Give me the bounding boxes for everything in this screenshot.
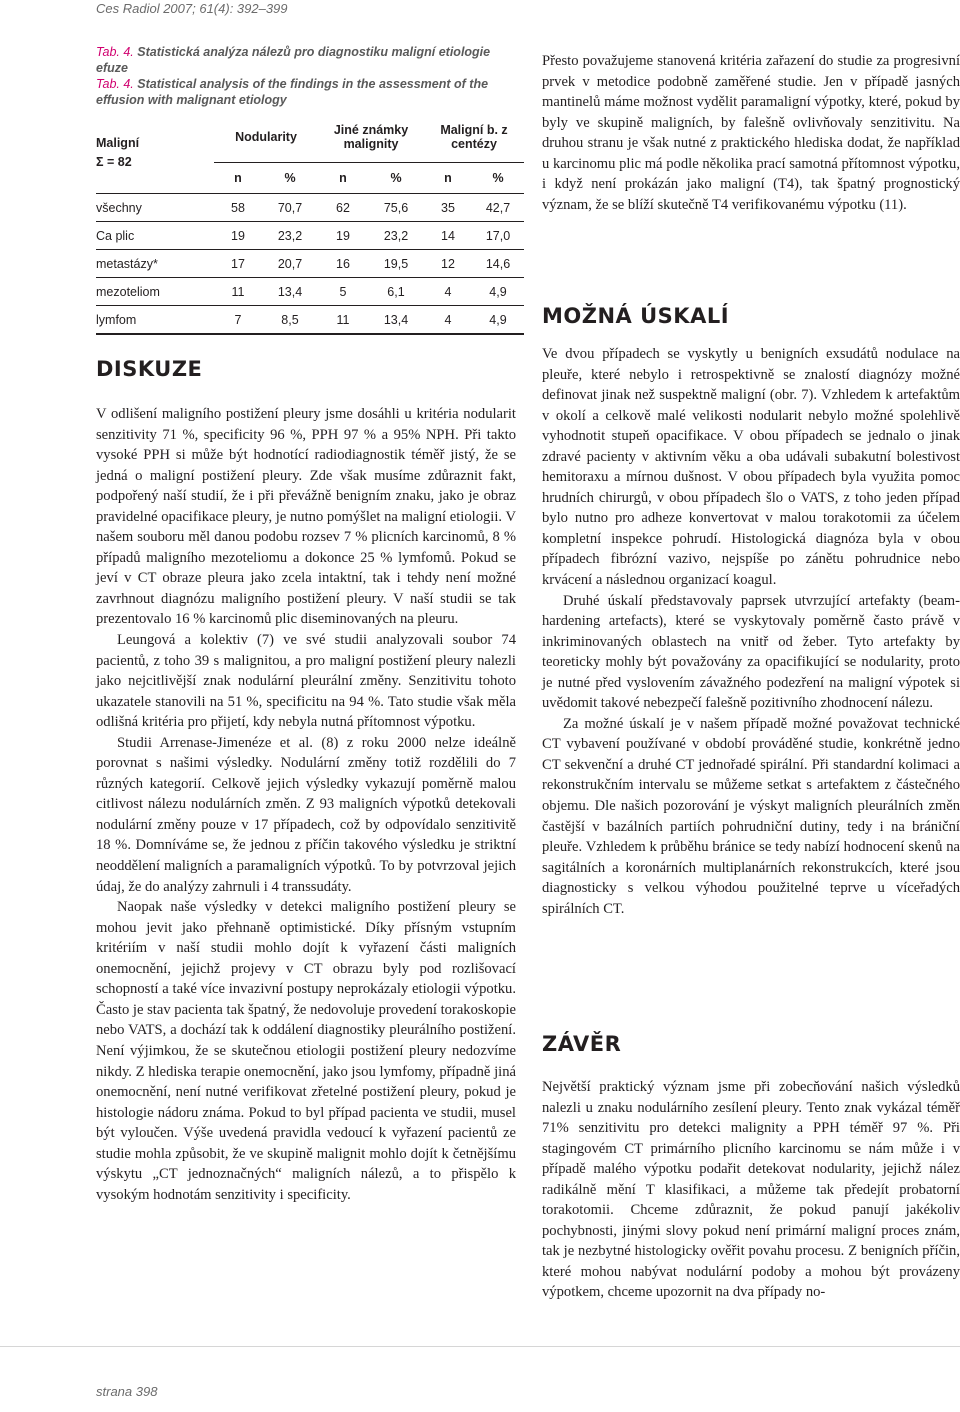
group-header: Maligní b. z centézy: [440, 123, 508, 151]
results-table: [96, 112, 524, 335]
group-header: Nodularity: [235, 130, 297, 144]
cell: 70,7: [262, 194, 318, 222]
row-label: mezoteliom: [96, 278, 214, 306]
cell: 5: [318, 278, 368, 306]
journal-header: Ces Radiol 2007; 61(4): 392–399: [96, 1, 288, 16]
corner-label-1: Maligní: [96, 135, 140, 150]
caption-cz-prefix: Tab. 4.: [96, 45, 134, 59]
paragraph: Přesto považujeme stanovená kritéria zařazení do studie za progresivní prvek v metodice podobně zaměřené studie. Jen v případě jasných mantinelů máme možnost vydělit paramaligní výpotky, které, pokud by byly ve skupině maligních, by falešně ovlivňovaly senzitivitu. Na druhou stranu je však nutné z praktického hlediska dodat, že například u karcinomu plic má podle několika prací samotná přítomnost výpotku, i když není prokázán jako maligní (T4), tak špatný prognostický význam, že se blíží skutečně T4 verifikovanému výpotku (11).: [542, 53, 960, 213]
cell: 62: [318, 194, 368, 222]
cell: 19: [318, 222, 368, 250]
paragraph: Za možné úskalí je v našem případě možné považovat technické CT vybavení používané v období prováděné studie, konkrétně jedno CT sekvenční a druhé CT jednořadé spirální. Při standardní kolimaci a rekonstrukčním intervalu se můžeme setkat s artefaktem z částečného objemu. Dle našich pozorování je výskyt maligních pleurálních změn častější v bazálních partiích pohrudniční dutiny, tedy i na brániční pleuře. Vzhledem k průběhu bránice se tedy nabízí hodnocení skenů na sagitálních a koronárních multiplanárních rekonstrukcích, které jsou diagnosticky s velkou výhodou použitelné teprve u víceřadých spirálních CT.: [542, 715, 960, 917]
row-label: všechny: [96, 194, 214, 222]
cell: 17: [214, 250, 262, 278]
cell: 4,9: [472, 278, 524, 306]
subheader: n: [424, 163, 472, 194]
cell: 75,6: [368, 194, 424, 222]
table-caption: [96, 44, 516, 108]
cell: 12: [424, 250, 472, 278]
cell: 4: [424, 278, 472, 306]
cell: 4: [424, 306, 472, 335]
page-number: strana 398: [96, 1384, 158, 1399]
section-heading-diskuze: DISKUZE: [96, 357, 203, 381]
section-heading-zaver: ZÁVĚR: [542, 1032, 622, 1056]
caption-en-text: Statistical analysis of the findings in the assessment of the effusion with malignant etiology: [96, 77, 489, 107]
cell: 20,7: [262, 250, 318, 278]
cell: 14,6: [472, 250, 524, 278]
paragraph: Leungová a kolektiv (7) ve své studii analyzovali soubor 74 pacientů, z toho 39 s malignitou, a pro maligní postižení pleury nalezli jako nejcitlivější znak nodulární pleurální změny. Senzitivitu tohoto ukazatele stanovili na 51 %, specificitu na 94 %. Tato studie však měla odlišná kritéria pro přijetí, kdy nebyla nutná přítomnost výpotku.: [96, 632, 516, 731]
cell: 35: [424, 194, 472, 222]
paragraph: V odlišení maligního postižení pleury jsme dosáhli u kritéria nodularit senzitivity 71 %, specificity 96 %, PPH 97 % a 95% NPH. Při takto vysoké PPH si může být hodnotící radiodiagnostik téměř jistý, že se jedná o maligní postižení pleury. Zde však musíme zdůraznit fakt, podpořený naší studií, že i při převážně benigním znaku, jako je obraz pravidelné opacifikace pleury, je nutno pomýšlet na maligní etiologii. V našem souboru měl danou podobu rozsev 7 % plicních karcinomů, 8 % případů maligního mezoteliomu a dokonce 25 % lymfomů. Pokud se jeví v CT obraze pleura jako zcela intaktní, tak i tehdy není možné zavrhnout diagnózu maligního postižení pleury. V naší studii se tak prezentovalo 16 % karcinomů plic diseminovaných na pleuru.: [96, 406, 516, 628]
table-row: [96, 222, 524, 250]
subheader: %: [472, 163, 524, 194]
group-header: Jiné známky malignity: [333, 123, 409, 151]
footer-divider: [0, 1346, 960, 1347]
subheader: n: [214, 163, 262, 194]
paragraph: Ve dvou případech se vyskytly u benigních exsudátů nodulace na pleuře, které nebylo i retrospektivně se znalostí diagnózy možné definovat jinak než suspektně maligní (obr. 7). Vzhledem k artefaktům v okolí a celkově malé velikosti nodularit nebylo možné spolehlivě vyhodnotit stupeň opacifikace. V obou případech se jednalo o jinak zdravé pacienty v aktivním věku a oba udávali subakutní bolestivost hemitoraxu a mírnou dušnost. V obou případech byla využita pomoc hrudních chirurgů, v obou případech šlo o VATS, z toho jeden případ bylo nutno pro adheze konvertovat v malou torakotomii za účelem kompletní inspekce pohrudí. Histologická diagnóza byla v obou případech fibrózní vazivo, nejspíše po zánětu pohrudnice nebo krvácení a následnou organizací koagul.: [542, 346, 960, 589]
paragraph: Studii Arrenase-Jimenéze et al. (8) z roku 2000 nelze ideálně porovnat s našimi výsledky. Nodulární změny totiž rozdělili do 7 různých kategorií. Celkově jejich výsledky vykazují poměrně malou citlivost nálezu nodulárních změn. Z 93 maligních výpotků detekovali nodulární změny pouze v 17 případech, což by odpovídalo senzitivitě 18 %. Domníváme se, že jednou z příčin takového výsledku je striktní neoddělení maligních a paramaligních výpotků. To by potvrzoval jejich údaj, že do analýzy zahrnuli i 4 transsudáty.: [96, 734, 516, 895]
cell: 6,1: [368, 278, 424, 306]
cell: 8,5: [262, 306, 318, 335]
row-label: lymfom: [96, 306, 214, 335]
corner-label-2: Σ = 82: [96, 154, 132, 169]
subheader: %: [368, 163, 424, 194]
cell: 13,4: [262, 278, 318, 306]
cell: 14: [424, 222, 472, 250]
right-column-middle-text: [542, 344, 960, 919]
subheader: %: [262, 163, 318, 194]
cell: 7: [214, 306, 262, 335]
paragraph: Naopak naše výsledky v detekci maligního postižení pleury se mohou jevit jako přehnaně optimistické. Díky přísným vstupním kritériím v naší studii mohlo dojít k vyřazení části maligních onemocnění, jejichž projevy v CT obrazu byly pod rozlišovací schopností a také více invazivní postupy neprokázaly etiologii výpotku. Často je stav pacienta tak špatný, že nedovoluje provedení torakoskopie nebo VATS, a dochází tak k oddálení diagnostiky pleurálního postižení. Není výjimkou, že se skutečnou etiologii postižení pleury nedozvíme nikdy. Z hlediska terapie onemocnění, jako jsou lymfomy, případně jiná onemocnění, není nutné verifikovat zřetelné postižení pleury, pokud je histologie nádoru známa. Pokud to byl případ pacienta ve studii, musel být vyloučen. Výše uvedená pravidla vedoucí k vyřazení pacientů ze studie mohla způsobit, že ve skupině malignit mohlo dojít k četnějšímu výskytu „CT jednoznačných“ maligních nálezů, a to přispělo k vysokým hodnotám senzitivity i specificity.: [96, 899, 516, 1203]
row-label: metastázy*: [96, 250, 214, 278]
table-row: [96, 250, 524, 278]
table-row: [96, 194, 524, 222]
row-label: Ca plic: [96, 222, 214, 250]
caption-en-prefix: Tab. 4.: [96, 77, 134, 91]
cell: 19: [214, 222, 262, 250]
right-column-top-text: [542, 51, 960, 215]
cell: 42,7: [472, 194, 524, 222]
cell: 16: [318, 250, 368, 278]
left-column-text: [96, 404, 516, 1205]
right-column-bottom-text: [542, 1077, 960, 1303]
corner-label: [96, 112, 214, 194]
cell: 17,0: [472, 222, 524, 250]
cell: 58: [214, 194, 262, 222]
subheader: n: [318, 163, 368, 194]
paragraph: Druhé úskalí představovaly paprsek utvrzující artefakty (beam-hardening artefacts), které se vyskytovaly poměrně často právě v inkriminovaných oblastech na vnitř od žeber. Tyto artefakty by teoreticky mohly být považovány za opacifikující se nodularity, proto je nutné před vyslovením závažného podezření na maligní výpotek si uvědomit takové nebezpečí falešně pozitivního zhodnocení nálezu.: [542, 592, 960, 712]
section-heading-mozna-uskali: MOŽNÁ ÚSKALÍ: [542, 304, 730, 328]
cell: 4,9: [472, 306, 524, 335]
table-row: [96, 306, 524, 335]
cell: 23,2: [262, 222, 318, 250]
table-row: [96, 278, 524, 306]
caption-english: [96, 76, 516, 108]
caption-czech: [96, 44, 516, 76]
paragraph: Největší praktický význam jsme při zobecňování našich výsledků nalezli u znaku nodulárního zesílení pleury. Tento znak vykázal téměř 71% senzitivitu pro detekci malignity a PPH téměř 97 %. Při stagingovém CT primárního plicního karcinomu se nám může i v případě malého výpotku podařit detekovat nodularity, jejichž nález radikálně mění T klasifikaci, a můžeme tak předejít probatorní torakotomii. Chceme zdůraznit, že pokud panují jakékoliv pochybnosti, jinými slovy pokud není primární maligní proces znám, tak je nezbytné histologicky ověřit povahu procesu. Z benigních příčin, které mohou nabývat nodulární podoby a mohou být provázeny výpotkem, chceme upozornit na dva případy no-: [542, 1079, 960, 1301]
cell: 11: [318, 306, 368, 335]
caption-cz-text: Statistická analýza nálezů pro diagnostiku maligní etiologie efuze: [96, 45, 491, 75]
cell: 23,2: [368, 222, 424, 250]
cell: 11: [214, 278, 262, 306]
cell: 13,4: [368, 306, 424, 335]
cell: 19,5: [368, 250, 424, 278]
